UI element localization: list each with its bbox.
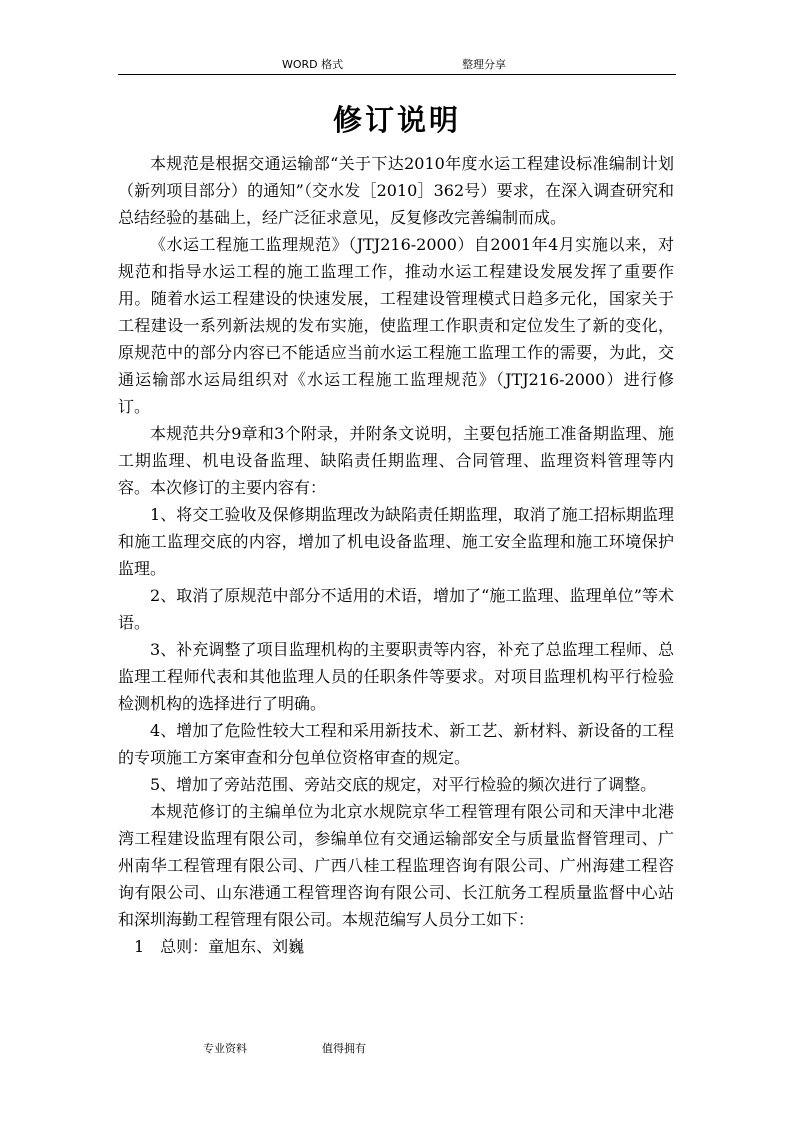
footer-right-text: 值得拥有 — [322, 1042, 366, 1055]
paragraph-background: 《水运工程施工监理规范》（JTJ216-2000）自2001年4月实施以来，对规范和指导水运工程的施工监理工作，推动水运工程建设发展发挥了重要作用。随着水运工程建设的快速发展，工程建设管理模式日趋多元化，国家关于工程建设一系列新法规的发布实施，使监理工作职责和定位发生了新的变化，原规范中的部分内容已不能适应当前水运工程施工监理工作的需要，为此，交通运输部水运局组织对《水运工程施工监理规范》（JTJ216-2000）进行修订。 — [118, 235, 674, 416]
footer-left-text: 专业资料 — [203, 1042, 247, 1055]
revision-item-3: 3、补充调整了项目监理机构的主要职责等内容，补充了总监理工程师、总监理工程师代表和其他监理人员的任职条件等要求。对项目监理机构平行检验检测机构的选择进行了明确。 — [118, 640, 674, 713]
revision-item-2: 2、取消了原规范中部分不适用的术语，增加了“施工监理、监理单位”等术语。 — [118, 586, 674, 632]
header-right-text: 整理分享 — [462, 58, 506, 71]
paragraph-intro: 本规范是根据交通运输部“关于下达2010年度水运工程建设标准编制计划（新列项目部分）的通知”（交水发［2010］362号）要求，在深入调查研究和总结经验的基础上，经广泛征求意见，反复修改完善编制而成。 — [118, 154, 674, 227]
revision-item-4: 4、增加了危险性较大工程和采用新技术、新工艺、新材料、新设备的工程的专项施工方案审查和分包单位资格审查的规定。 — [118, 721, 674, 767]
revision-item-1: 1、将交工验收及保修期监理改为缺陷责任期监理，取消了施工招标期监理和施工监理交底的内容，增加了机电设备监理、施工安全监理和施工环境保护监理。 — [118, 505, 674, 578]
page-header — [118, 54, 676, 75]
document-body — [118, 150, 674, 960]
page-title: 修订说明 — [332, 103, 461, 137]
paragraph-editors: 本规范修订的主编单位为北京水规院京华工程管理有限公司和天津中北港湾工程建设监理有限公司，参编单位有交通运输部安全与质量监督管理司、广州南华工程管理有限公司、广西八桂工程监理咨询有限公司、广州海建工程咨询有限公司、山东港通工程管理咨询有限公司、长江航务工程质量监督中心站和深圳海勤工程管理有限公司。本规范编写人员分工如下： — [118, 802, 674, 929]
author-list-item: 1 总则：童旭东、刘巍 — [134, 937, 305, 956]
header-left-text: WORD 格式 — [282, 58, 344, 71]
revision-item-5: 5、增加了旁站范围、旁站交底的规定，对平行检验的频次进行了调整。 — [150, 775, 657, 794]
paragraph-scope: 本规范共分9章和3个附录，并附条文说明，主要包括施工准备期监理、施工期监理、机电设备监理、缺陷责任期监理、合同管理、监理资料管理等内容。本次修订的主要内容有： — [118, 424, 674, 497]
